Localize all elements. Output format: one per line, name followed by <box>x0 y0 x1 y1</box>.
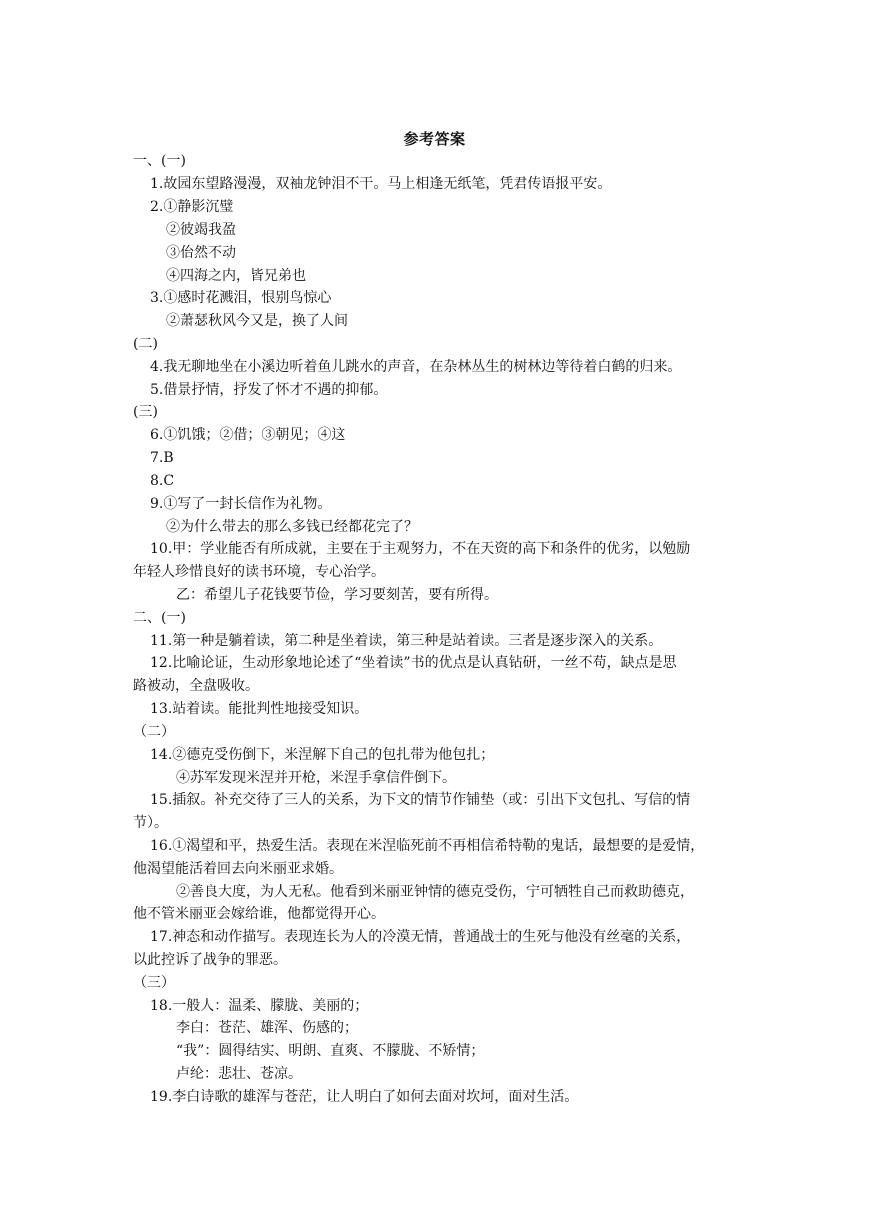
answer-q16-a-cont: 他渴望能活着回去向米丽亚求婚。 <box>133 861 343 877</box>
answer-q14-a: 14.②德克受伤倒下，米涅解下自己的包扎带为他包扎； <box>150 747 495 763</box>
answer-q18-d: 卢纶：悲壮、苍凉。 <box>176 1066 302 1082</box>
answer-q18-a: 18.一般人：温柔、朦胧、美丽的； <box>150 998 369 1014</box>
answer-q10-a-cont: 年轻人珍惜良好的读书环境，专心治学。 <box>133 564 385 580</box>
answer-q16-b: ②善良大度，为人无私。他看到米丽亚钟情的德克受伤，宁可牺牲自己而救助德克， <box>176 884 694 900</box>
answer-q4: 4.我无聊地坐在小溪边听着鱼儿跳水的声音，在杂林丛生的树林边等待着白鹤的归来。 <box>150 359 682 375</box>
answer-q1: 1.故园东望路漫漫，双袖龙钟泪不干。马上相逢无纸笔，凭君传语报平安。 <box>150 176 612 192</box>
answer-q10-a: 10.甲：学业能否有所成就，主要在于主观努力，不在天资的高下和条件的优劣，以勉励 <box>150 541 691 557</box>
answer-q7: 7.B <box>150 450 174 466</box>
answer-q10-b: 乙：希望儿子花钱要节俭，学习要刻苦，要有所得。 <box>176 587 498 603</box>
answer-q2-b: ②彼竭我盈 <box>166 222 236 238</box>
answer-q3-b: ②萧瑟秋风今又是，换了人间 <box>166 313 348 329</box>
answer-q12: 12.比喻论证，生动形象地论述了“坐着读”书的优点是认真钻研，一丝不苟，缺点是思 <box>150 655 677 671</box>
section-heading-1-1: 一、(一) <box>133 153 186 169</box>
answer-q16-a: 16.①渴望和平，热爱生活。表现在米涅临死前不再相信希特勒的鬼话，最想要的是爱情， <box>150 838 705 854</box>
answer-q6: 6.①饥饿；②借；③朝见；④这 <box>150 427 346 443</box>
section-heading-2-1: 二、(一) <box>133 610 186 626</box>
answer-q13: 13.站着读。能批判性地接受知识。 <box>150 701 369 717</box>
answer-q2-a: 2.①静影沉璧 <box>150 199 234 215</box>
page-title: 参考答案 <box>403 130 466 148</box>
answer-q12-cont: 路被动，全盘吸收。 <box>133 678 259 694</box>
answer-q9-b: ②为什么带去的那么多钱已经都花完了？ <box>166 519 418 535</box>
answer-q18-b: 李白：苍茫、雄浑、伤感的； <box>176 1020 358 1036</box>
answer-q14-b: ④苏军发现米涅并开枪，米涅手拿信件倒下。 <box>176 770 456 786</box>
answer-q19: 19.李白诗歌的雄浑与苍茫，让人明白了如何去面对坎坷，面对生活。 <box>150 1089 579 1105</box>
answer-q9-a: 9.①写了一封长信作为礼物。 <box>150 496 332 512</box>
answer-q15: 15.插叙。补充交待了三人的关系，为下文的情节作铺垫（或：引出下文包扎、写信的情 <box>150 792 691 808</box>
section-heading-1-2: (二) <box>133 336 158 352</box>
answer-q2-d: ④四海之内，皆兄弟也 <box>166 268 306 284</box>
answer-q17: 17.神态和动作描写。表现连长为人的冷漠无情，普通战士的生死与他没有丝毫的关系， <box>150 929 691 945</box>
answer-q3-a: 3.①感时花溅泪，恨别鸟惊心 <box>150 290 332 306</box>
section-heading-2-2: （二） <box>133 724 175 740</box>
answer-q8: 8.C <box>150 473 175 489</box>
answer-q11: 11.第一种是躺着读，第二种是坐着读，第三种是站着读。三者是逐步深入的关系。 <box>150 633 663 649</box>
answer-q18-c: “我”：圆得结实、明朗、直爽、不朦胧、不矫情； <box>176 1043 485 1059</box>
section-heading-2-3: （三） <box>133 975 175 991</box>
answer-q15-cont: 节）。 <box>133 815 168 831</box>
answer-q5: 5.借景抒情，抒发了怀才不遇的抑郁。 <box>150 382 388 398</box>
answer-q16-b-cont: 他不管米丽亚会嫁给谁，他都觉得开心。 <box>133 906 385 922</box>
answer-q2-c: ③佁然不动 <box>166 245 236 261</box>
section-heading-1-3: (三) <box>133 404 158 420</box>
answer-q17-cont: 以此控诉了战争的罪恶。 <box>133 952 287 968</box>
